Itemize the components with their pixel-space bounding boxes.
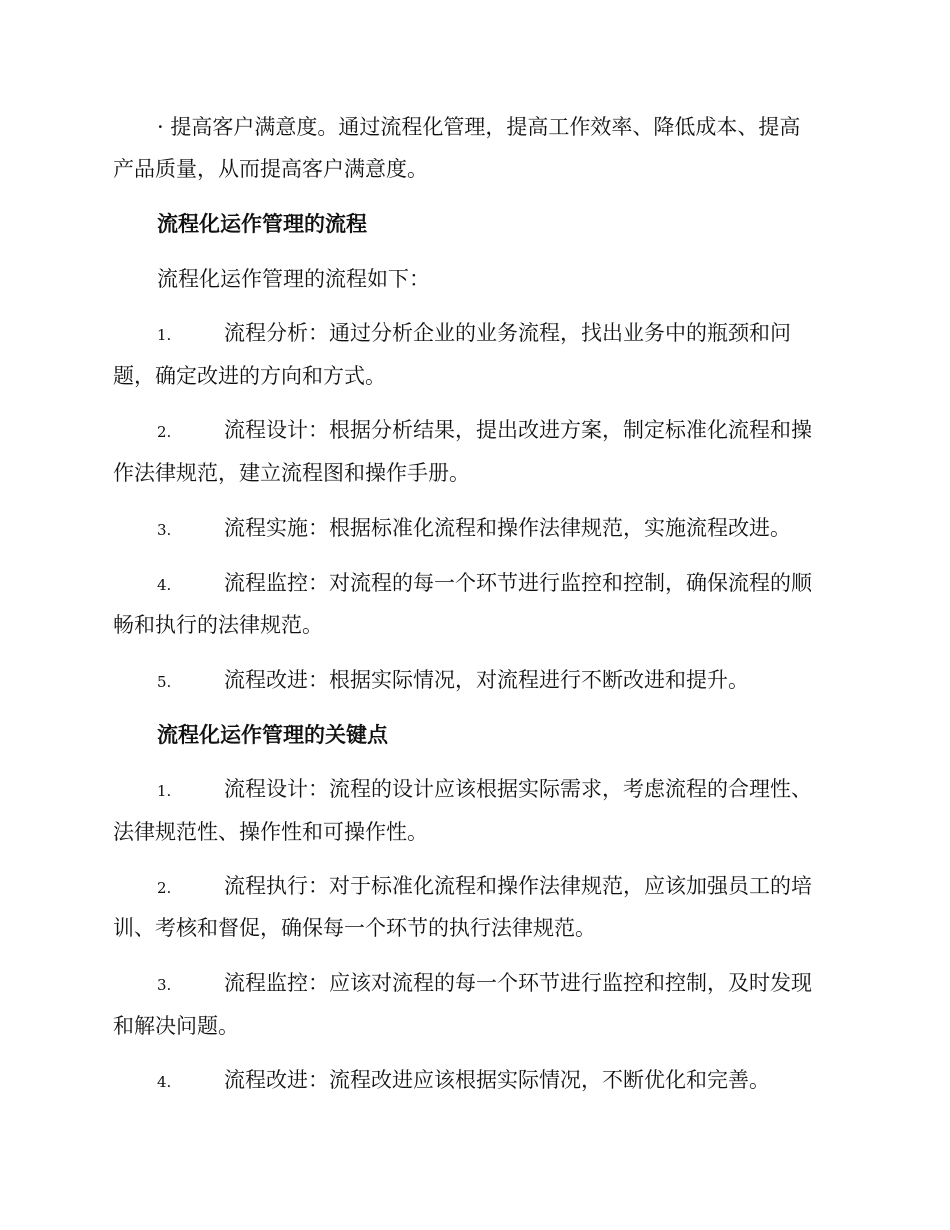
section-heading-keypoints: 流程化运作管理的关键点: [157, 723, 388, 747]
list-item-text: 流程实施：根据标准化流程和操作法律规范，实施流程改进。: [224, 516, 791, 540]
list-item-text-cont: 法律规范性、操作性和可操作性。: [113, 820, 428, 844]
list-number: 4.: [157, 576, 172, 594]
list-number: 3.: [157, 976, 172, 994]
intro-line-1: · 提高客户满意度。通过流程化管理，提高工作效率、降低成本、提高: [157, 115, 801, 139]
list-item-text-cont: 和解决问题。: [113, 1014, 239, 1038]
list-item-text-cont: 题，确定改进的方向和方式。: [113, 364, 386, 388]
list-item-text: 流程执行：对于标准化流程和操作法律规范，应该加强员工的培: [224, 874, 812, 898]
section-lead: 流程化运作管理的流程如下：: [157, 267, 430, 291]
list-number: 1.: [157, 782, 172, 800]
list-item-text: 流程改进：流程改进应该根据实际情况，不断优化和完善。: [224, 1068, 770, 1092]
list-item-text-cont: 训、考核和督促，确保每一个环节的执行法律规范。: [113, 916, 596, 940]
list-item-text-cont: 作法律规范，建立流程图和操作手册。: [113, 461, 470, 485]
list-number: 1.: [157, 326, 172, 344]
intro-line-2: 产品质量，从而提高客户满意度。: [113, 157, 428, 181]
list-item-text: 流程改进：根据实际情况，对流程进行不断改进和提升。: [224, 668, 749, 692]
list-item-text: 流程监控：应该对流程的每一个环节进行监控和控制，及时发现: [224, 971, 812, 995]
list-number: 5.: [157, 673, 172, 691]
list-item-text: 流程设计：流程的设计应该根据实际需求，考虑流程的合理性、: [224, 777, 812, 801]
list-item-text: 流程监控：对流程的每一个环节进行监控和控制，确保流程的顺: [224, 571, 812, 595]
list-item-text: 流程分析：通过分析企业的业务流程，找出业务中的瓶颈和问: [224, 321, 791, 345]
list-number: 2.: [157, 423, 172, 441]
list-item-text-cont: 畅和执行的法律规范。: [113, 613, 323, 637]
section-heading-process: 流程化运作管理的流程: [157, 212, 367, 236]
list-number: 2.: [157, 879, 172, 897]
list-number: 4.: [157, 1073, 172, 1091]
list-item-text: 流程设计：根据分析结果，提出改进方案，制定标准化流程和操: [224, 418, 812, 442]
list-number: 3.: [157, 521, 172, 539]
